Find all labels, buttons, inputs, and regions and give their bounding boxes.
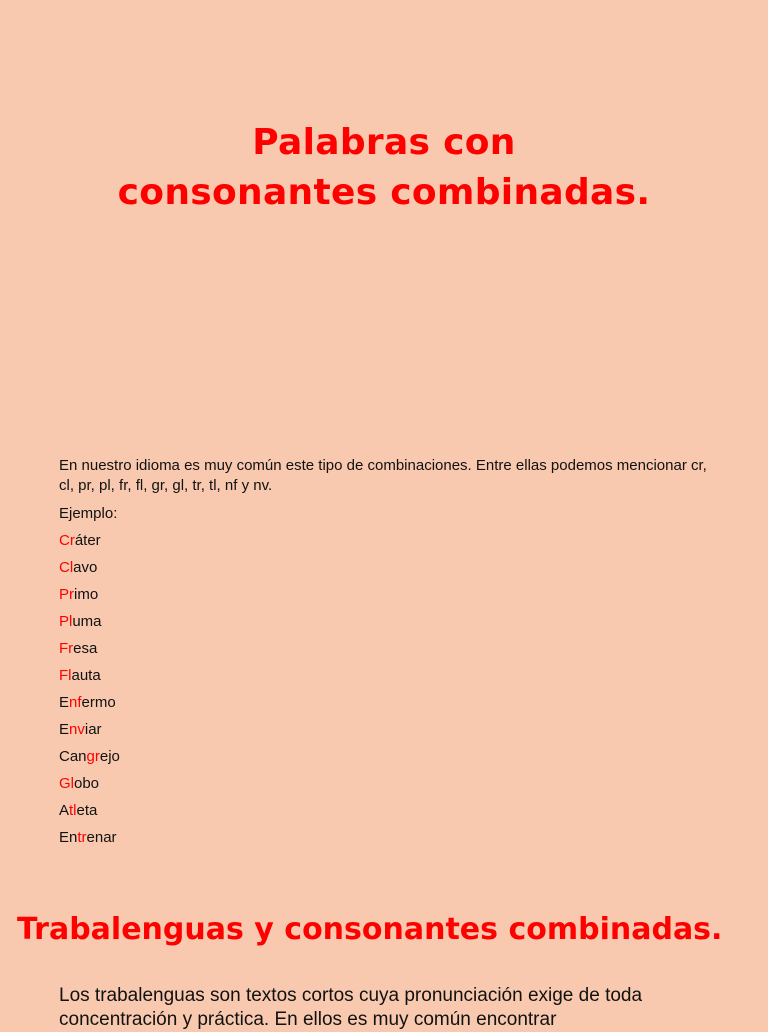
example-word: Globo — [59, 775, 100, 792]
example-word: Primo — [59, 586, 99, 603]
example-word: Enfermo — [59, 694, 116, 711]
page-title — [0, 118, 768, 218]
body-paragraph: Los trabalenguas son textos cortos cuya pronunciación exige de toda concentración y práctica. En ellos es muy común encontrar — [59, 985, 643, 1030]
page-title-line-1: Palabras con — [252, 122, 516, 163]
example-word: Enviar — [59, 721, 102, 738]
page-title-line-2: consonantes combinadas. — [117, 172, 651, 213]
example-word: Fresa — [59, 640, 98, 657]
example-word: Flauta — [59, 667, 101, 684]
intro-paragraph: En nuestro idioma es muy común este tipo de combinaciones. Entre ellas podemos mencionar cr, cl, pr, pl, fr, fl, gr, gl, tr, tl, nf y nv. — [59, 457, 707, 494]
example-word: Atleta — [59, 802, 98, 819]
example-word: Pluma — [59, 613, 102, 630]
example-word-list — [59, 531, 120, 855]
example-word: Cráter — [59, 532, 101, 549]
section-subtitle: Trabalenguas y consonantes combinadas. — [17, 912, 723, 947]
example-word: Cangrejo — [59, 748, 120, 765]
example-word: Clavo — [59, 559, 98, 576]
example-word: Entrenar — [59, 829, 117, 846]
example-label: Ejemplo: — [59, 505, 118, 522]
